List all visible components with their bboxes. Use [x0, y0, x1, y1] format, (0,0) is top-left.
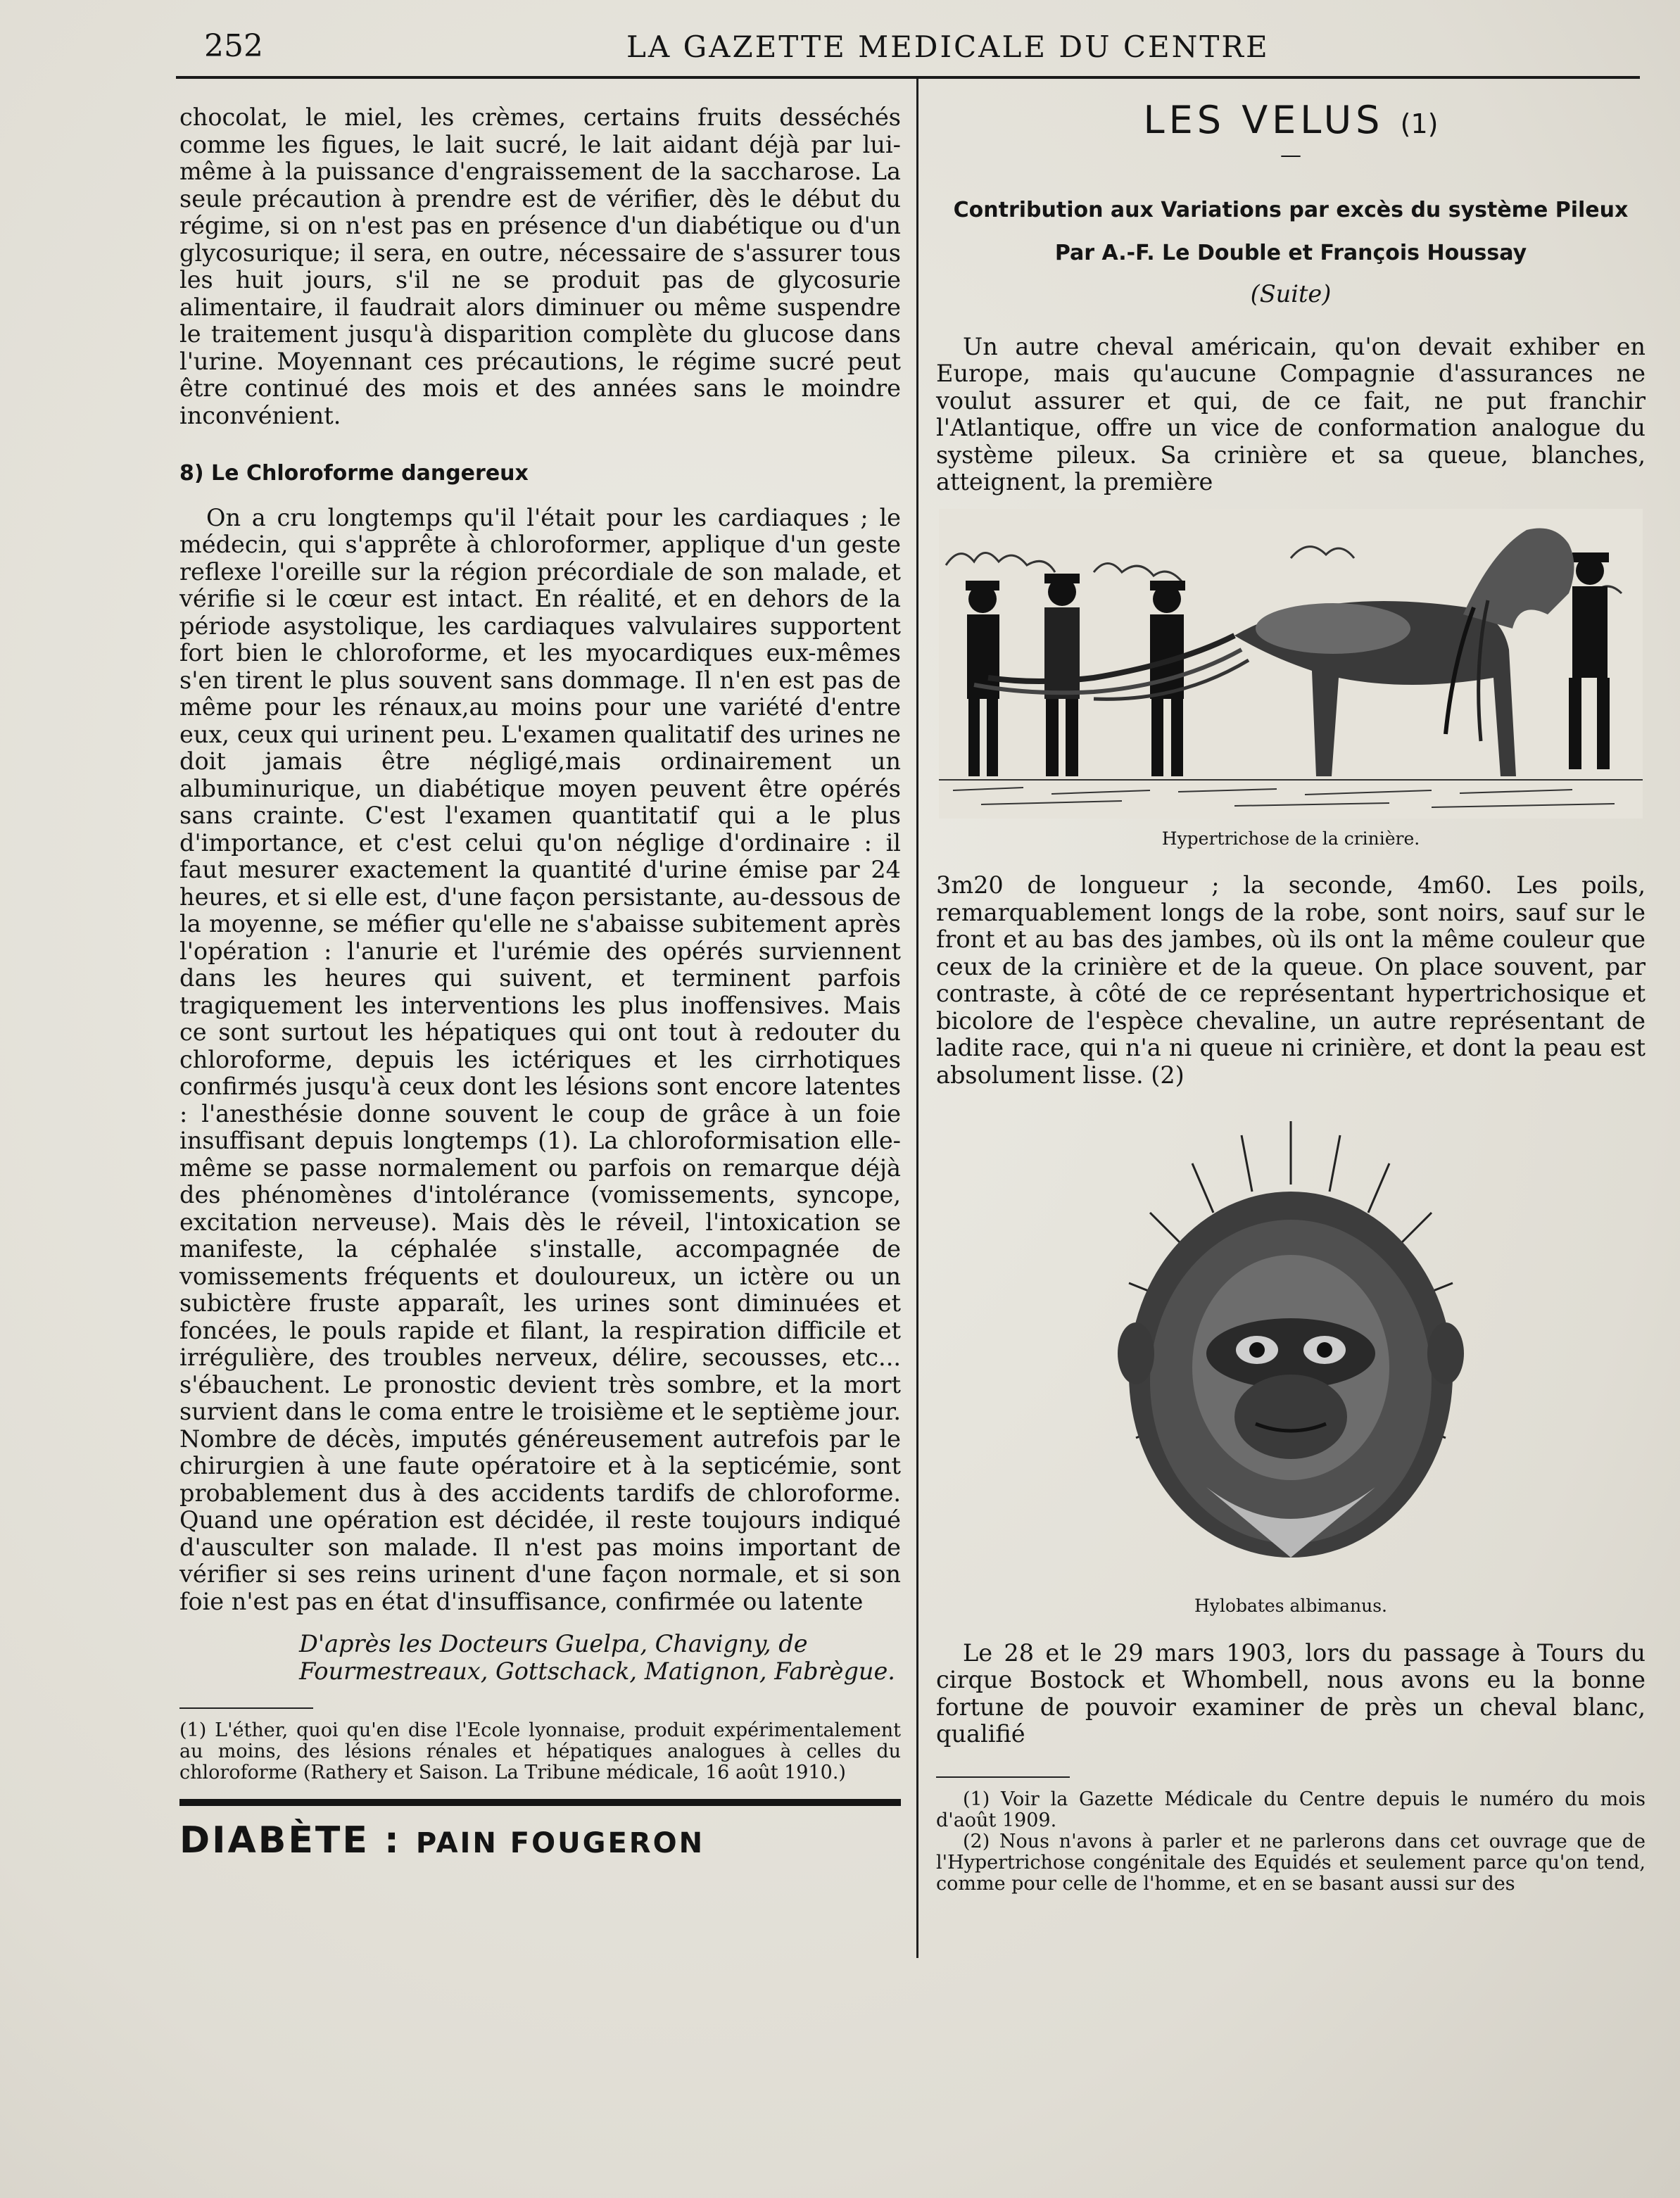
horse-paragraph-1: Un autre cheval américain, qu'on devait exhiber en Europe, mais qu'aucune Compagnie d'assurances ne voulut assurer et qui, de ce fait, ne put franchir l'Atlantique, offre un vice de conformation analogue du système pileux. Sa crinière et sa queue, blanches, atteignent, la première: [936, 332, 1646, 495]
right-footnote-1: (1) Voir la Gazette Médicale du Centre depuis le numéro du mois d'août 1909.: [936, 1788, 1646, 1831]
horse-illustration: [939, 509, 1643, 819]
section-title: Le Chloroforme dangereux: [211, 461, 529, 486]
title-dash: —: [1280, 142, 1301, 168]
credits: D'après les Docteurs Guelpa, Chavigny, de Fourmestreaux, Gottschack, Matignon, Fabrègue.: [299, 1630, 895, 1685]
footnote: (1) L'éther, quoi qu'en dise l'Ecole lyonnaise, produit expérimentalement au moins, des lésions rénales et hépatiques analogues à celles du chloroforme (Rathery et Saison. La Tribune médicale, 16 août 1910.): [179, 1719, 901, 1783]
right-footnote-2: (2) Nous n'avons à parler et ne parlerons dans cet ouvrage que de l'Hypertrichose congénitale des Equidés et seulement parce qu'on tend, comme pour celle de l'homme, et en se basant aussi sur des: [936, 1830, 1646, 1895]
title-note: (1): [1400, 108, 1439, 139]
advert-rule: [179, 1799, 901, 1806]
article-authors: Par A.-F. Le Double et François Houssay: [1054, 240, 1527, 265]
right-column: [936, 98, 1646, 1895]
gibbon-figure-caption: Hylobates albimanus.: [1194, 1596, 1387, 1616]
advert-main: DIABÈTE :: [179, 1819, 401, 1862]
left-column: [179, 103, 901, 1862]
column-rule: [916, 79, 918, 1958]
chloroform-paragraph: On a cru longtemps qu'il l'était pour les cardiaques ; le médecin, qui s'apprête à chloroformer, applique d'un geste reflexe l'oreille sur la région précordiale de son malade, et vérifie si le cœur est intact. En réalité, et en dehors de la période asystolique, les cardiaques valvulaires supportent fort bien le chloroforme, et les myocardiques eux-mêmes s'en tirent le plus souvent sans dommage. Il n'en est pas de même pour les rénaux,au moins pour une variété d'entre eux, ceux qui urinent peu. L'examen qualitatif des urines ne doit jamais être négligé,mais ordinairement un albuminurique, un diabétique moyen peuvent être opérés sans crainte. C'est l'examen quantitatif qui a le plus d'importance, et c'est celui qu'on néglige d'ordinaire : il faut mesurer exactement la quantité d'urine émise par 24 heures, et si elle est, d'une façon persistante, au-dessous de la moyenne, se méfier qu'elle ne s'abaisse subitement après l'opération : l'anurie et l'urémie des opérés surviennent dans les heures qui suivent, et terminent parfois tragiquement les interventions les plus inoffensives. Mais ce sont surtout les hépatiques qui ont tout à redouter du chloroforme, depuis les ictériques et les cirrhotiques confirmés jusqu'à ceux dont les lésions sont encore latentes : l'anesthésie donne souvent le coup de grâce à un foie insuffisant depuis longtemps (1). La chloroformisation elle-même se passe normalement ou parfois on remarque déjà des phénomènes d'intolérance (vomissements, syncope, excitation nerveuse). Mais dès le réveil, l'intoxication se manifeste, la céphalée s'installe, accompagnée de vomissements fréquents et douloureux, un ictère ou un subictère fruste apparaît, les urines sont diminuées et foncées, le pouls rapide et filant, la respiration difficile et irrégulière, des troubles nerveux, délire, secousses, etc... s'ébauchent. Le pronostic devient très sombre, et la mort survient dans le coma entre le troisième et le septième jour. Nombre de décès, imputés généreusement autrefois par le chirurgien à une faute opératoire et à la septicémie, sont probablement dus à des accidents tardifs de chloroforme. Quand une opération est décidée, il reste toujours indiqué d'ausculter son malade. Il n'est pas moins important de vérifier si ses reins urinent d'une façon normale, et si son foie n'est pas en état d'insuffisance, confirmée ou latente: [179, 503, 901, 1615]
journal-title: LA GAZETTE MEDICALE DU CENTRE: [626, 30, 1270, 64]
section-heading: [179, 460, 901, 488]
suite-label: (Suite): [1250, 280, 1332, 308]
horse-figure: [936, 509, 1646, 853]
article-title: [936, 98, 1646, 142]
advertisement: [179, 1819, 901, 1862]
advert-tail: PAIN FOUGERON: [415, 1827, 705, 1859]
page-header: [176, 28, 1640, 77]
gibbon-figure: [936, 1107, 1646, 1620]
header-rule: [176, 76, 1640, 79]
article-title-text: LES VELUS: [1143, 98, 1384, 142]
horse-paragraph-3: Le 28 et le 29 mars 1903, lors du passage à Tours du cirque Bostock et Whombell, nous avons eu la bonne fortune de pouvoir examiner de près un cheval blanc, qualifié: [936, 1638, 1646, 1748]
right-footnote-rule: [936, 1776, 1070, 1778]
footnote-rule: [179, 1707, 313, 1709]
section-number: 8): [179, 461, 204, 486]
page-number: 252: [204, 28, 263, 64]
article-subtitle: Contribution aux Variations par excès du système Pileux: [953, 198, 1629, 222]
horse-paragraph-2: 3m20 de longueur ; la seconde, 4m60. Les poils, remarquablement longs de la robe, sont noirs, sauf sur le front et au bas des jambes, où ils ont la même couleur que ceux de la crinière et de la queue. On place souvent, par contraste, à côté de ce représentant hypertrichosique et bicolore de l'espèce chevaline, un autre représentant de ladite race, qui n'a ni queue ni crinière, et dont la peau est absolument lisse. (2): [936, 871, 1646, 1089]
horse-figure-caption: Hypertrichose de la crinière.: [1161, 828, 1420, 849]
intro-paragraph: chocolat, le miel, les crèmes, certains fruits desséchés comme les figues, le lait sucré, le lait aidant déjà par lui-même à la puissance d'engraissement de la saccharose. La seule précaution à prendre est de vérifier, dès le début du régime, si on n'est pas en présence d'un diabétique ou d'un glycosurique; il sera, en outre, nécessaire de s'assurer tous les huit jours, s'il ne se produit pas de glycosurie alimentaire, il faudrait alors diminuer ou même suspendre le traitement jusqu'à disparition complète du glucose dans l'urine. Moyennant ces précautions, le régime sucré peut être continué des mois et des années sans le moindre inconvénient.: [179, 103, 901, 429]
gibbon-illustration: [1066, 1107, 1516, 1586]
